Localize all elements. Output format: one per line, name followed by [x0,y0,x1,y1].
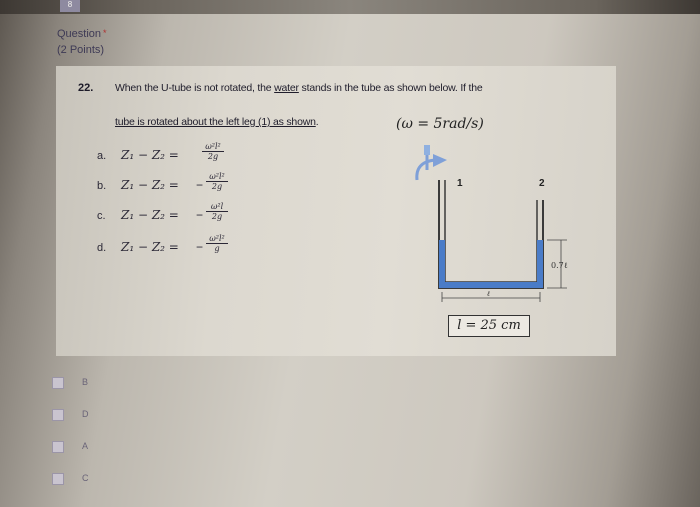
question-label-text: Question [57,28,102,40]
option-d-minus: − [196,240,204,254]
option-c-minus: − [196,208,204,222]
answer-checkbox[interactable] [52,473,64,485]
option-a-fraction: $\frac{\text{ω²l²}}{2g}$ [202,142,224,161]
rotation-arrowhead-icon [433,154,447,167]
height-label: 0.7ℓ [551,261,568,270]
water-right-leg [537,240,543,288]
water-left-leg [439,240,445,288]
option-b-minus: − [196,178,204,192]
question-number: 22. [78,82,94,94]
option-b: b. Z₁ − Z₂ = [97,178,179,192]
omega-value: (ω = 5rad/s) [396,116,484,132]
u-tube-outline [439,180,543,288]
answer-checkbox[interactable] [52,409,64,421]
option-c-fraction: $\frac{\text{ω²l}}{2g}$ [206,202,228,221]
l-dimension-label: ℓ [487,290,490,298]
option-d: d. Z₁ − Z₂ = [97,240,179,254]
u-tube-diagram [405,140,595,310]
answer-checkbox[interactable] [52,377,64,389]
option-a: a. Z₁ − Z₂ = [97,148,179,162]
question-label [57,28,107,40]
question-text-line1: When the U-tube is not rotated, the water stands in the tube as shown below. If the [115,82,483,94]
question-text-line2: tube is rotated about the left leg (1) as shown. [115,116,319,128]
top-bar [0,0,700,14]
option-b-fraction: $\frac{\text{ω²l²}}{2g}$ [206,172,228,191]
required-mark: * [103,28,107,38]
question-number-badge: 8 [60,0,80,12]
option-c: c. Z₁ − Z₂ = [97,208,179,222]
points-label: (2 Points) [57,44,105,56]
water-bottom [445,282,537,288]
option-d-fraction: $\frac{\text{ω²l²}}{g}$ [206,234,228,253]
leg-2-label: 2 [539,178,545,189]
leg-1-label: 1 [457,178,463,189]
answer-checkbox[interactable] [52,441,64,453]
tube-length-label: l = 25 cm [448,315,530,337]
